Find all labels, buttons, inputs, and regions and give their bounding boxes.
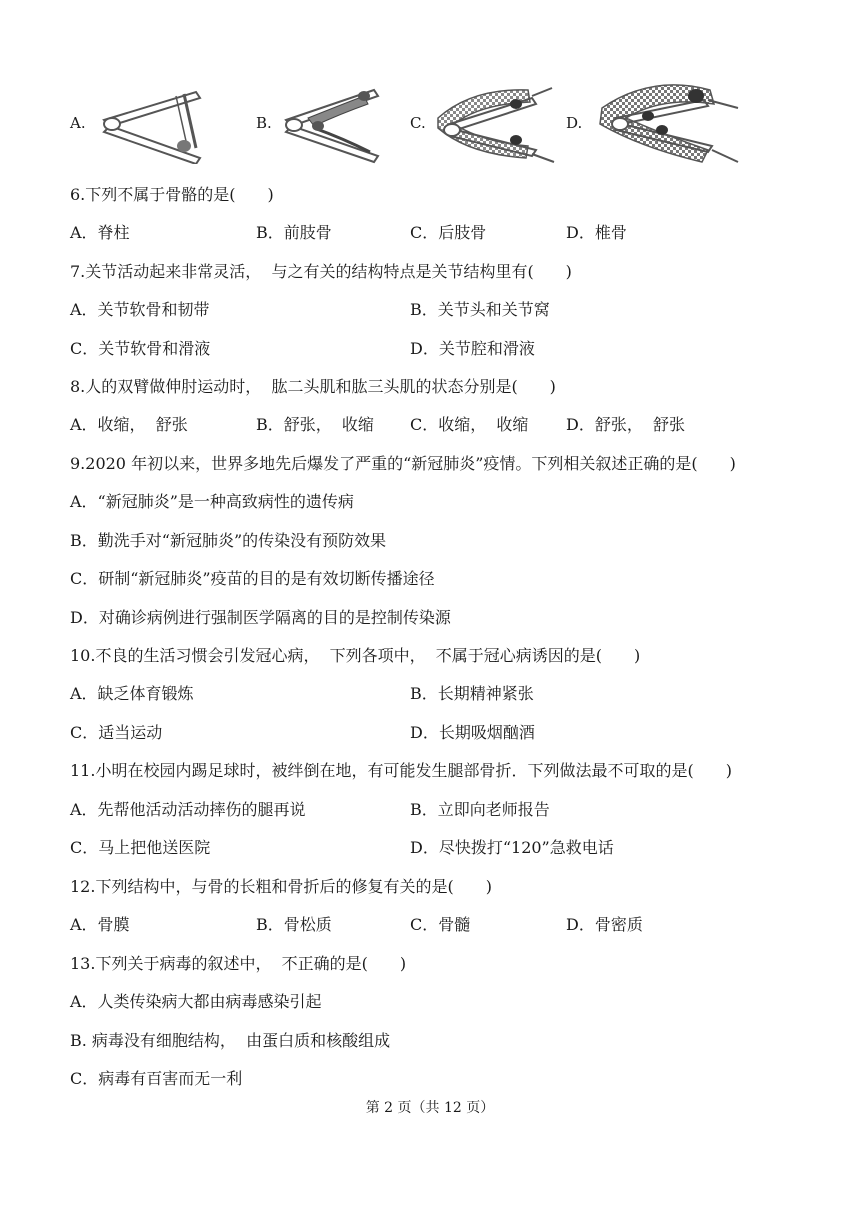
- question-9-option-a[interactable]: A．“新冠肺炎”是一种高致病性的遗传病: [70, 492, 354, 511]
- question-6-option-c[interactable]: C．后肢骨: [410, 223, 487, 242]
- question-8-stem: 8.人的双臂做伸肘运动时， 肱二头肌和肱三头肌的状态分别是( ): [70, 377, 556, 396]
- question-12-stem: 12.下列结构中，与骨的长粗和骨折后的修复有关的是( ): [70, 877, 492, 896]
- question-9-option-d[interactable]: D．对确诊病例进行强制医学隔离的目的是控制传染源: [70, 608, 451, 627]
- question-10-option-d[interactable]: D．长期吸烟酗酒: [410, 723, 535, 742]
- figure-b-diagram: [278, 82, 398, 164]
- question-6-option-d[interactable]: D．椎骨: [566, 223, 627, 242]
- question-13-option-c[interactable]: C．病毒有百害而无一利: [70, 1069, 243, 1088]
- figure-label-c: C.: [410, 114, 426, 132]
- figure-label-b: B.: [256, 114, 272, 132]
- question-11-option-d[interactable]: D．尽快拨打“120”急救电话: [410, 838, 614, 857]
- question-12-option-a[interactable]: A．骨膜: [70, 915, 130, 934]
- question-7-stem: 7.关节活动起来非常灵活， 与之有关的结构特点是关节结构里有( ): [70, 262, 572, 281]
- question-11-option-b[interactable]: B．立即向老师报告: [410, 800, 550, 819]
- question-9-option-b[interactable]: B．勤洗手对“新冠肺炎”的传染没有预防效果: [70, 531, 387, 550]
- question-7-option-a[interactable]: A．关节软骨和韧带: [70, 300, 210, 319]
- question-13-option-a[interactable]: A．人类传染病大都由病毒感染引起: [70, 992, 322, 1011]
- figure-label-d: D.: [566, 114, 583, 132]
- question-8-option-b[interactable]: B．舒张， 收缩: [256, 415, 374, 434]
- question-13-option-b[interactable]: B. 病毒没有细胞结构， 由蛋白质和核酸组成: [70, 1031, 391, 1050]
- figure-c-diagram: [432, 84, 558, 164]
- question-13-stem: 13.下列关于病毒的叙述中， 不正确的是( ): [70, 954, 407, 973]
- question-8-option-d[interactable]: D．舒张， 舒张: [566, 415, 686, 434]
- question-10-option-a[interactable]: A．缺乏体育锻炼: [70, 684, 194, 703]
- question-11-option-c[interactable]: C．马上把他送医院: [70, 838, 211, 857]
- question-6-option-a[interactable]: A．脊柱: [70, 223, 130, 242]
- figure-a-diagram: [96, 84, 216, 164]
- question-10-stem: 10.不良的生活习惯会引发冠心病， 下列各项中， 不属于冠心病诱因的是( ): [70, 646, 641, 665]
- question-9-option-c[interactable]: C．研制“新冠肺炎”疫苗的目的是有效切断传播途径: [70, 569, 435, 588]
- page-footer: 第 2 页（共 12 页）: [365, 1100, 495, 1116]
- question-9-stem: 9.2020 年初以来，世界多地先后爆发了严重的“新冠肺炎”疫情。下列相关叙述正确的是( ): [70, 454, 736, 473]
- question-6-stem: 6.下列不属于骨骼的是( ): [70, 185, 274, 204]
- question-10-option-b[interactable]: B．长期精神紧张: [410, 684, 534, 703]
- question-10-option-c[interactable]: C．适当运动: [70, 723, 163, 742]
- question-7-option-b[interactable]: B．关节头和关节窝: [410, 300, 550, 319]
- question-12-option-d[interactable]: D．骨密质: [566, 915, 643, 934]
- figure-d-diagram: [592, 78, 742, 166]
- question-12-option-c[interactable]: C．骨髓: [410, 915, 471, 934]
- figure-label-a: A.: [70, 114, 86, 132]
- question-7-option-d[interactable]: D．关节腔和滑液: [410, 339, 535, 358]
- question-6-option-b[interactable]: B．前肢骨: [256, 223, 332, 242]
- question-11-stem: 11.小明在校园内踢足球时，被绊倒在地，有可能发生腿部骨折．下列做法最不可取的是( ): [70, 761, 732, 780]
- question-12-option-b[interactable]: B．骨松质: [256, 915, 332, 934]
- question-11-option-a[interactable]: A．先帮他活动活动摔伤的腿再说: [70, 800, 306, 819]
- question-8-option-c[interactable]: C．收缩， 收缩: [410, 415, 529, 434]
- question-7-option-c[interactable]: C．关节软骨和滑液: [70, 339, 211, 358]
- question-8-option-a[interactable]: A．收缩， 舒张: [70, 415, 188, 434]
